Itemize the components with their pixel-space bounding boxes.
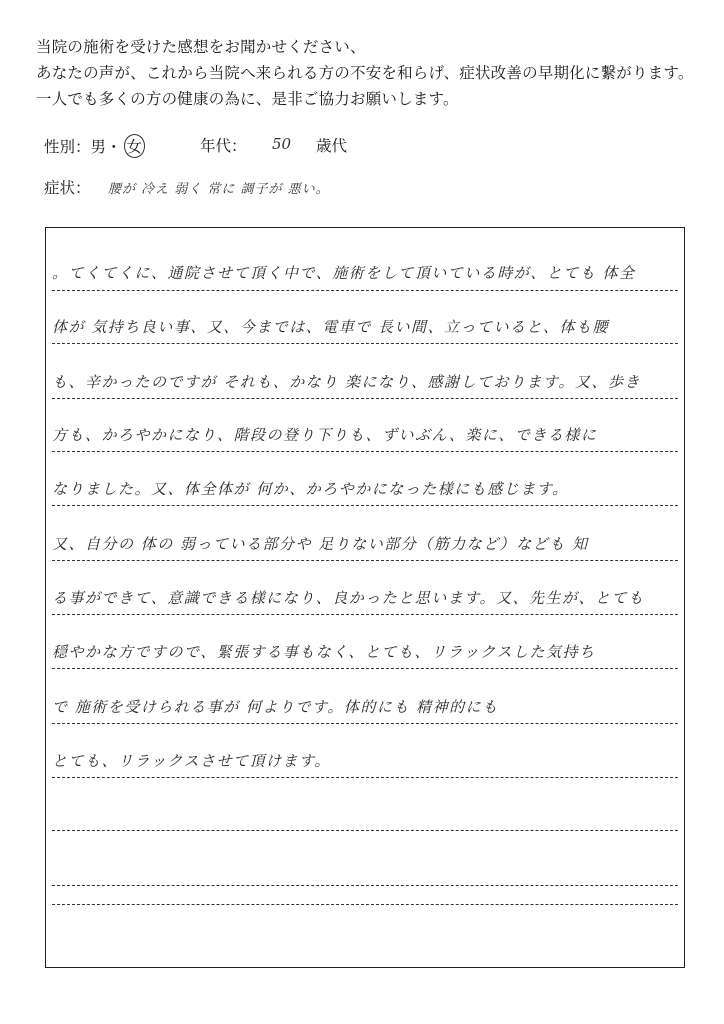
- gender-field: [44, 134, 145, 158]
- comment-line-8: 穏やかな方ですので、緊張する事もなく、とても、リラックスした気持ち: [52, 643, 596, 661]
- dashed-rule-12: [52, 885, 678, 886]
- intro-text: [36, 34, 716, 112]
- symptom-value-handwritten: 腰が 冷え 弱く 常に 調子が 悪い。: [108, 182, 330, 197]
- gender-option-female-circled: 女: [124, 134, 146, 158]
- dashed-rule-9: [52, 723, 678, 724]
- dashed-rule-10: [52, 777, 678, 778]
- comment-line-1: 。てくてくに、通院させて頂く中で、施術をして頂いている時が、とても 体全: [52, 264, 636, 282]
- dashed-rule-5: [52, 505, 678, 506]
- intro-line-1: 当院の施術を受けた感想をお聞かせください、: [36, 38, 366, 56]
- intro-line-3: 一人でも多くの方の健康の為に、是非ご協力お願いします。: [36, 90, 459, 108]
- comment-line-2: 体が 気持ち良い事、又、今までは、電車で 長い間、立っていると、体も腰: [52, 318, 610, 336]
- age-unit: 歳代: [316, 137, 348, 155]
- age-label: 年代：: [200, 137, 247, 155]
- comment-line-6: 又、自分の 体の 弱っている部分や 足りない部分（筋力など）なども 知: [52, 535, 589, 553]
- intro-line-2: あなたの声が、これから当院へ来られる方の不安を和らげ、症状改善の早期化に繋がります。: [36, 64, 694, 82]
- comment-line-4: 方も、かろやかになり、階段の登り下りも、ずいぶん、楽に、できる様に: [52, 426, 598, 444]
- comment-line-9: で 施術を受けられる事が 何よりです。体的にも 精神的にも: [52, 698, 499, 716]
- comment-line-7: る事ができて、意識できる様になり、良かったと思います。又、先生が、とても: [52, 589, 645, 607]
- dashed-rule-8: [52, 668, 678, 669]
- dashed-rule-2: [52, 343, 678, 344]
- dashed-rule-13: [52, 904, 678, 905]
- gender-separator: ・: [106, 138, 122, 156]
- dashed-rule-7: [52, 614, 678, 615]
- symptom-label: 症状：: [44, 179, 91, 197]
- dashed-rule-1: [52, 290, 678, 291]
- dashed-rule-3: [52, 398, 678, 399]
- dashed-rule-11: [52, 830, 678, 831]
- comment-line-5: なりました。又、体全体が 何か、かろやかになった様にも感じます。: [52, 480, 569, 498]
- gender-option-male: 男: [90, 138, 107, 156]
- dashed-rule-6: [52, 560, 678, 561]
- symptom-field: [44, 176, 91, 198]
- gender-label: 性別：: [44, 138, 91, 156]
- comment-line-10: とても、リラックスさせて頂けます。: [52, 752, 331, 770]
- comment-line-3: も、辛かったのですが それも、かなり 楽になり、感謝しております。又、歩き: [52, 373, 641, 391]
- age-value-handwritten: 50: [272, 135, 292, 153]
- dashed-rule-4: [52, 451, 678, 452]
